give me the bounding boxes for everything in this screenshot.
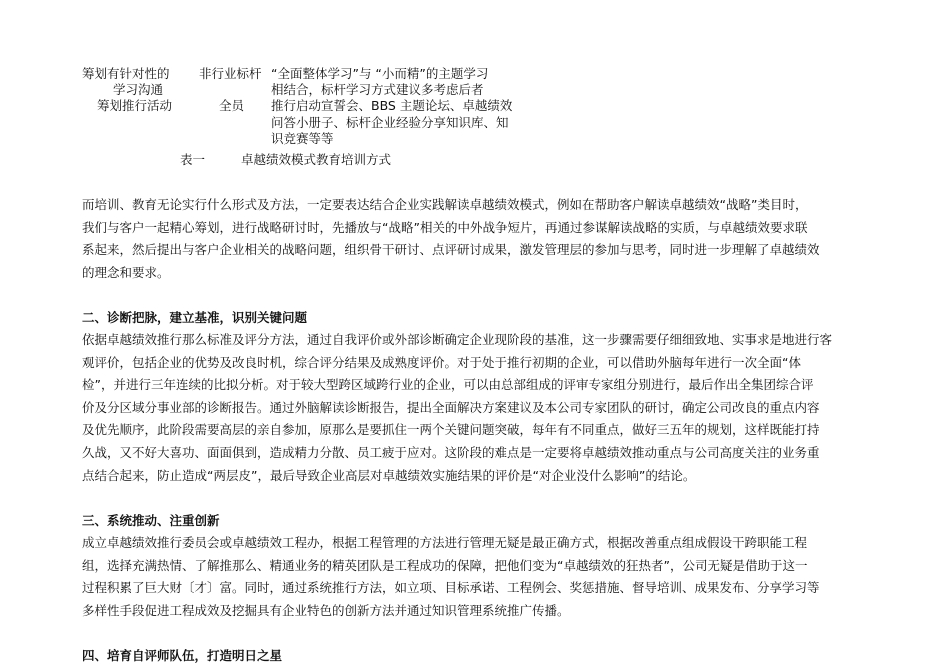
section-heading: 二、诊断把脉，建立基准，识别关键问题 — [82, 310, 308, 325]
section-heading: 三、系统推动、注重创新 — [82, 513, 220, 528]
table-cell-method-line-1: “全面整体学习”与 “小而精”的主题学习 — [271, 66, 489, 81]
table-cell-target: 非行业标杆 — [199, 66, 262, 81]
paragraph-line: 久战，又不好大喜功、面面俱到，造成精力分散、员工疲于应对。这阶段的难点是一定要将卓越绩效推动重点与公司高度关注的业务重 — [82, 444, 820, 460]
table-cell-method-line-2: 相结合，标杆学习方式建议多考虑后者 — [271, 82, 484, 97]
table-cell-activity: 筹划推行活动 — [97, 98, 173, 113]
table-cell-activity: 筹划有针对性的 — [82, 66, 170, 81]
paragraph-line: 点结合起来，防止造成“两层皮”，最后导致企业高层对卓越绩效实施结果的评价是“对企业没什么影响”的结论。 — [82, 467, 696, 483]
paragraph-line: 观评价，包括企业的优势及改良时机，综合评分结果及成熟度评价。对于处于推行初期的企业，可以借助外脑每年进行一次全面“体 — [82, 354, 801, 370]
table-cell-method-line-3: 识竞赛等等 — [271, 131, 334, 146]
table-cell-activity-cont: 学习沟通 — [113, 82, 164, 97]
table-caption-label: 表一 — [180, 152, 206, 167]
paragraph-line: 的理念和要求。 — [82, 264, 170, 280]
section-body — [82, 329, 882, 487]
body-paragraph — [82, 194, 882, 284]
paragraph-line: 及优先顺序，此阶段需要高层的亲自参加，原那么是要抓住一两个关键问题突破，每年有不同重点，做好三五年的规划，这样既能打持 — [82, 422, 820, 438]
paragraph-line: 检”，并进行三年连续的比拟分析。对于较大型跨区域跨行业的企业，可以由总部组成的评审专家组分别进行，最后作出全集团综合评 — [82, 377, 814, 393]
table-cell-method-line-2: 问答小册子、标杆企业经验分享知识库、知 — [271, 115, 509, 130]
paragraph-line: 依据卓越绩效推行那么标准及评分方法，通过自我评价或外部诊断确定企业现阶段的基准，这一步骤需要仔细细致地、实事求是地进行客 — [82, 332, 833, 347]
paragraph-line: 我们与客户一起精心筹划，进行战略研讨时，先播放与“战略”相关的中外战争短片，再通过参谋解读战略的实质，与卓越绩效要求联 — [82, 219, 808, 235]
section-body — [82, 532, 882, 622]
paragraph-line: 而培训、教育无论实行什么形式及方法，一定要表达结合企业实践解读卓越绩效模式，例如在帮助客户解读卓越绩效“战略”类目时， — [82, 197, 808, 212]
table-cell-target: 全员 — [219, 98, 245, 113]
section-heading: 四、培育自评师队伍，打造明日之星 — [82, 648, 283, 663]
paragraph-line: 组，选择充满热情、了解推那么、精通业务的精英团队是工程成功的保障，把他们变为“卓越绩效的狂热者”，公司无疑是借助于这一 — [82, 557, 808, 573]
table-cell-method-line-1: 推行启动宣誓会、BBS 主题论坛、卓越绩效 — [271, 98, 513, 113]
paragraph-line: 多样性手段促进工程成效及挖掘具有企业特色的创新方法并通过知识管理系统推广传播。 — [82, 602, 570, 618]
paragraph-line: 价及分区域分事业部的诊断报告。通过外脑解读诊断报告，提出全面解决方案建议及本公司专家团队的研讨，确定公司改良的重点内容 — [82, 399, 820, 415]
table-caption-text: 卓越绩效模式教育培训方式 — [241, 152, 392, 167]
paragraph-line: 过程积累了巨大财〔才〕富。同时，通过系统推行方法，如立项、目标承诺、工程例会、奖惩措施、督导培训、成果发布、分享学习等 — [82, 580, 820, 596]
paragraph-line: 系起来，然后提出与客户企业相关的战略问题，组织骨干研讨、点评研讨成果，激发管理层的参加与思考，同时进一步理解了卓越绩效 — [82, 242, 820, 258]
paragraph-line: 成立卓越绩效推行委员会或卓越绩效工程办，根据工程管理的方法进行管理无疑是最正确方式，根据改善重点组成假设干跨职能工程 — [82, 535, 808, 550]
